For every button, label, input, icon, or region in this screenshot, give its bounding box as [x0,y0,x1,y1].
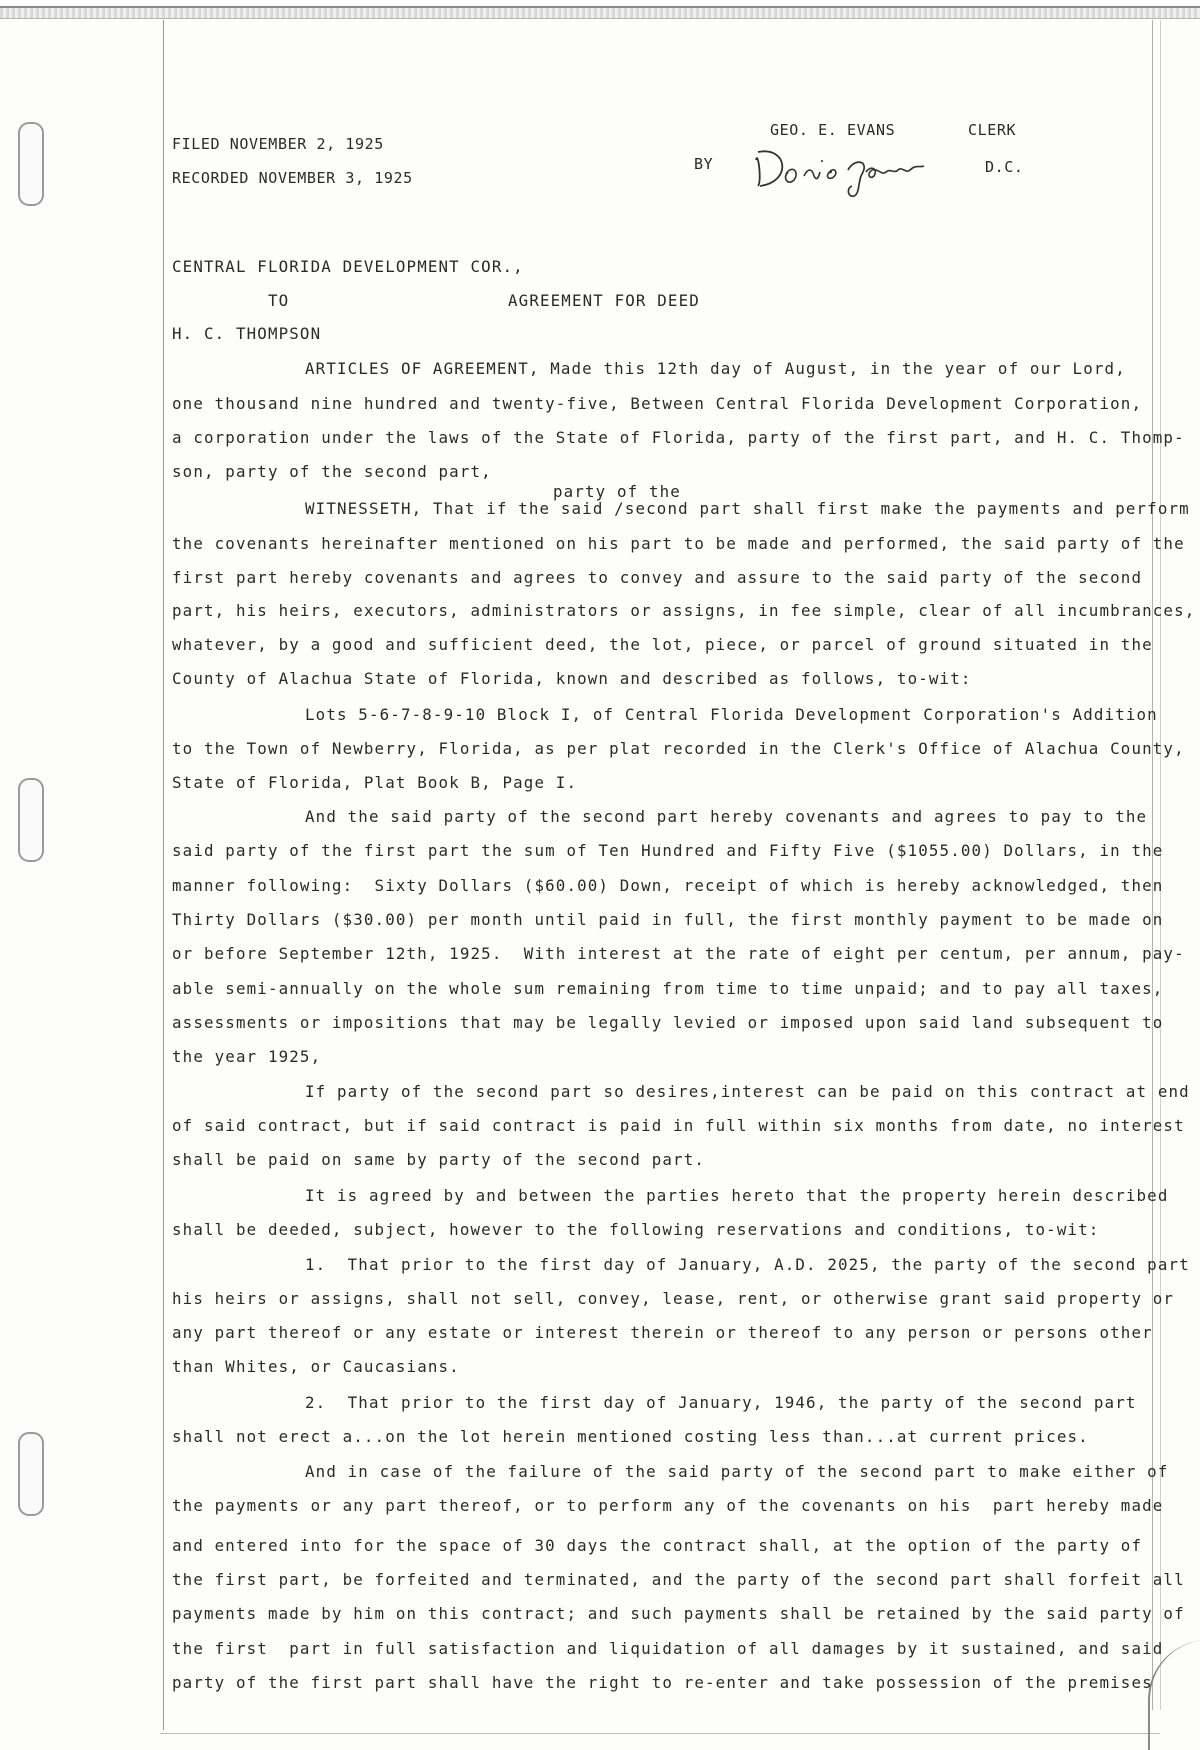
by-label: BY [694,155,714,173]
body-line: party of the first part shall have the right to re-enter and take possession of the premises [172,1673,1153,1692]
binder-hole-bottom [18,1432,44,1516]
grantee-name: H. C. THOMPSON [172,324,322,343]
body-line: part, his heirs, executors, administrators or assigns, in fee simple, clear of all incumbrances, [172,601,1196,620]
legal-description-line: Lots 5-6-7-8-9-10 Block I, of Central Florida Development Corporation's Addition [305,705,1158,724]
body-line: a corporation under the laws of the State of Florida, party of the first part, and H. C. Thomp- [172,428,1185,447]
restriction-line: his heirs or assigns, shall not sell, convey, lease, rent, or otherwise grant said property or [172,1289,1175,1308]
body-line: and entered into for the space of 30 days the contract shall, at the option of the party of [172,1536,1143,1555]
body-line: ARTICLES OF AGREEMENT, Made this 12th day of August, in the year of our Lord, [305,359,1126,378]
body-line: payments made by him on this contract; and such payments shall be retained by the said party of [172,1604,1185,1623]
body-line: the year 1925, [172,1047,322,1066]
restriction-line: any part thereof or any estate or interest therein or thereof to any person or persons other [172,1323,1153,1342]
body-line: said party of the first part the sum of Ten Hundred and Fifty Five ($1055.00) Dollars, in the [172,841,1164,860]
body-line: County of Alachua State of Florida, known and described as follows, to-wit: [172,669,972,688]
body-line: of said contract, but if said contract is paid in full within six months from date, no interest [172,1116,1185,1135]
deputy-title: D.C. [985,158,1024,176]
right-margin-rule-outer [1160,20,1161,1710]
legal-description-line: to the Town of Newberry, Florida, as per plat recorded in the Clerk's Office of Alachua County, [172,739,1185,758]
body-line: the first part in full satisfaction and liquidation of all damages by it sustained, and said [172,1639,1164,1658]
body-line: WITNESSETH, That if the said /second part shall first make the payments and perform [305,499,1190,518]
restriction-line: than Whites, or Caucasians. [172,1357,460,1376]
body-line: assessments or impositions that may be legally levied or imposed upon said land subsequent to [172,1013,1164,1032]
left-margin-rule [163,20,164,1730]
body-line: shall be paid on same by party of the second part. [172,1150,706,1169]
body-line: the covenants hereinafter mentioned on his part to be made and performed, the said party of the [172,534,1185,553]
filed-date: FILED NOVEMBER 2, 1925 [172,135,384,153]
body-line: son, party of the second part, [172,462,492,481]
body-line: whatever, by a good and sufficient deed, the lot, piece, or parcel of ground situated in the [172,635,1153,654]
clerk-title: CLERK [968,121,1017,139]
body-line: one thousand nine hundred and twenty-five, Between Central Florida Development Corporation, [172,394,1143,413]
page-top-border [0,6,1200,19]
bottom-rule [160,1733,1160,1734]
body-line: able semi-annually on the whole sum remaining from time to time unpaid; and to pay all taxes, [172,979,1164,998]
clerk-name: GEO. E. EVANS [770,121,896,139]
recorded-date: RECORDED NOVEMBER 3, 1925 [172,169,413,187]
body-line: Thirty Dollars ($30.00) per month until paid in full, the first monthly payment to be made on [172,910,1164,929]
restriction-line: 2. That prior to the first day of January, 1946, the party of the second part [305,1393,1137,1412]
interlined-insertion: party of the [553,482,681,501]
right-margin-rule [1152,20,1153,1710]
body-line: If party of the second part so desires,interest can be paid on this contract at end [305,1082,1190,1101]
body-line: first part hereby covenants and agrees to convey and assure to the said party of the second [172,568,1143,587]
restriction-line: shall not erect a...on the lot herein mentioned costing less than...at current prices. [172,1427,1089,1446]
body-line: or before September 12th, 1925. With interest at the rate of eight per centum, per annum, pay- [172,944,1185,963]
to-label: TO [268,291,290,310]
body-line: manner following: Sixty Dollars ($60.00) Down, receipt of which is hereby acknowledged, then [172,876,1164,895]
grantor-name: CENTRAL FLORIDA DEVELOPMENT COR., [172,257,524,276]
body-line: the payments or any part thereof, or to perform any of the covenants on his part hereby made [172,1496,1164,1515]
clerk-signature [748,140,958,200]
binder-hole-top [18,122,44,206]
document-type: AGREEMENT FOR DEED [508,291,700,310]
body-line: And in case of the failure of the said party of the second part to make either of [305,1462,1169,1481]
body-line: the first part, be forfeited and terminated, and the party of the second part shall forfeit all [172,1570,1185,1589]
body-line: It is agreed by and between the parties hereto that the property herein described [305,1186,1169,1205]
restriction-line: 1. That prior to the first day of January, A.D. 2025, the party of the second part [305,1255,1190,1274]
legal-description-line: State of Florida, Plat Book B, Page I. [172,773,578,792]
body-line: shall be deeded, subject, however to the following reservations and conditions, to-wit: [172,1220,1100,1239]
body-line: And the said party of the second part hereby covenants and agrees to pay to the [305,807,1148,826]
binder-hole-middle [18,778,44,862]
